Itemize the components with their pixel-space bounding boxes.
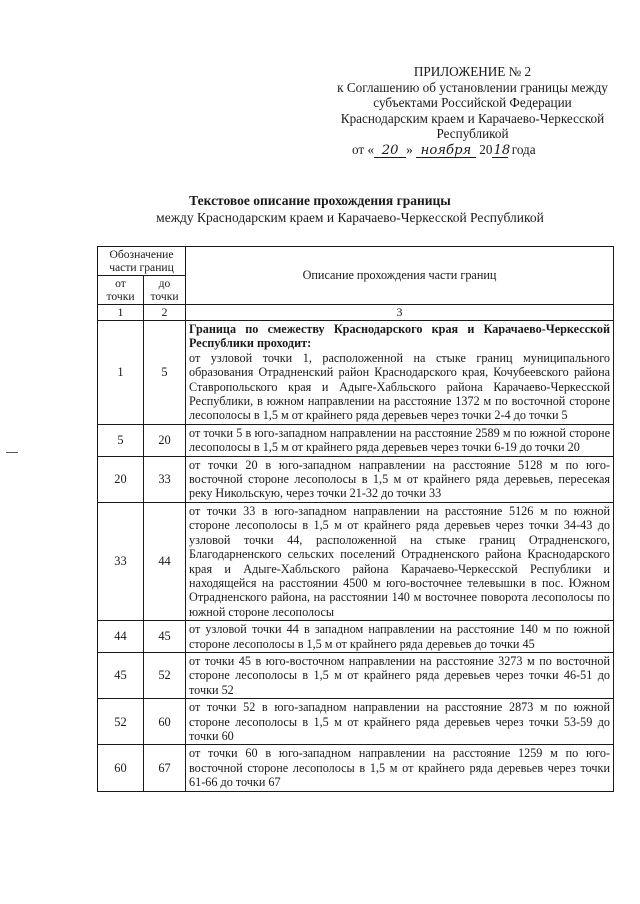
to-point: 33	[144, 456, 186, 502]
header-to: до точки	[144, 276, 186, 305]
column-number: 1	[98, 305, 144, 321]
row-description: от узловой точки 44 в западном направлении на расстояние 140 м по южной стороне лесополосы в 1,5 м от крайнего ряда деревьев до точки 45	[186, 621, 614, 653]
date-day: 20	[374, 144, 406, 158]
annex-line: ПРИЛОЖЕНИЕ № 2	[413, 64, 532, 79]
column-number: 2	[144, 305, 186, 321]
to-point: 5	[144, 321, 186, 425]
table-row	[98, 699, 614, 745]
from-point: 52	[98, 699, 144, 745]
from-point: 33	[98, 502, 144, 620]
document-title: Текстовое описание прохождения границы	[189, 193, 451, 208]
table-row	[98, 621, 614, 653]
date-month: ноября	[416, 144, 476, 158]
column-number-row	[98, 305, 614, 321]
annex-header	[330, 64, 615, 158]
border-description-table	[97, 246, 614, 792]
table-row	[98, 424, 614, 456]
row-description: от точки 45 в юго-восточном направлении на расстояние 3273 м по восточной стороне лесополосы в 1,5 м от крайнего ряда деревьев через точки 46-51 до точки 52	[186, 652, 614, 698]
from-point: 60	[98, 745, 144, 791]
table-row	[98, 456, 614, 502]
row-description: от точки 33 в юго-западном направлении на расстояние 5126 м по южной стороне лесополосы в 1,5 м от крайнего ряда деревьев через точки 34-43 до узловой точки 44, расположенной на стыке границ Отрадненского, Благодарненского сельских поселений Отрадненского района Краснодарского края и Адыге-Хабльского района Карачаево-Черкесской Республики и находящейся на расстоянии 4500 м юго-восточнее телевышки в пос. Южном Отрадненского района, на расстоянии 140 м восточнее поворота лесополосы по южной стороне лесополосы	[186, 502, 614, 620]
header-designation: Обозначение части границ	[98, 247, 186, 276]
row-description	[186, 321, 614, 425]
to-point: 45	[144, 621, 186, 653]
to-point: 67	[144, 745, 186, 791]
from-point: 5	[98, 424, 144, 456]
to-point: 20	[144, 424, 186, 456]
header-from: от точки	[98, 276, 144, 305]
table-row	[98, 321, 614, 425]
from-point: 44	[98, 621, 144, 653]
table-row	[98, 652, 614, 698]
from-point: 20	[98, 456, 144, 502]
margin-mark	[6, 452, 18, 453]
annex-line: Краснодарским краем и Карачаево-Черкесской	[340, 110, 605, 126]
header-description: Описание прохождения части границ	[186, 247, 614, 305]
date-mid: »	[406, 141, 413, 157]
date-year-suffix: 18	[493, 142, 511, 158]
row-lead: Граница по смежеству Краснодарского края и Карачаево-Черкесской Республики проходит:	[189, 322, 610, 351]
row-description: от точки 5 в юго-западном направлении на расстояние 2589 м по южной стороне лесополосы в 1,5 м от крайнего ряда деревьев через точки 6-19 до точки 20	[186, 424, 614, 456]
row-description: от точки 20 в юго-западном направлении на расстояние 5128 м по юго-восточной стороне лесополосы в 1,5 м от крайнего ряда деревьев, пересекая реку Никольскую, через точки 21-32 до точки 33	[186, 456, 614, 502]
table-header-row	[98, 247, 614, 276]
date-suffix: года	[511, 141, 536, 157]
annex-line: субъектами Российской Федерации	[373, 95, 572, 111]
table-row	[98, 502, 614, 620]
date-prefix: от «	[352, 141, 375, 157]
annex-date	[330, 142, 615, 158]
date-year-prefix: 20	[479, 141, 493, 157]
annex-line: к Соглашению об установлении границы между	[337, 79, 608, 95]
row-text: от узловой точки 1, расположенной на стыке границ муниципального образования Отрадненский район Краснодарского края, Кочубеевского района Ставропольского края и Адыге-Хабльского района Карачаево-Черкесской Республики, в южном направлении на расстояние 1372 м по восточной стороне лесополосы в 1,5 м от крайнего ряда деревьев через точки 2-4 до точки 5	[189, 350, 610, 423]
annex-line: Республикой	[436, 126, 509, 142]
row-description: от точки 60 в юго-западном направлении на расстояние 1259 м по юго-восточной стороне лесополосы в 1,5 м от крайнего ряда деревьев через точки 61-66 до точки 67	[186, 745, 614, 791]
table-row	[98, 745, 614, 791]
row-description: от точки 52 в юго-западном направлении на расстояние 2873 м по южной стороне лесополосы в 1,5 м от крайнего ряда деревьев через точки 53-59 до точки 60	[186, 699, 614, 745]
from-point: 45	[98, 652, 144, 698]
to-point: 60	[144, 699, 186, 745]
to-point: 52	[144, 652, 186, 698]
to-point: 44	[144, 502, 186, 620]
from-point: 1	[98, 321, 144, 425]
column-number: 3	[186, 305, 614, 321]
document-subtitle: между Краснодарским краем и Карачаево-Черкесской Республикой	[156, 210, 544, 225]
